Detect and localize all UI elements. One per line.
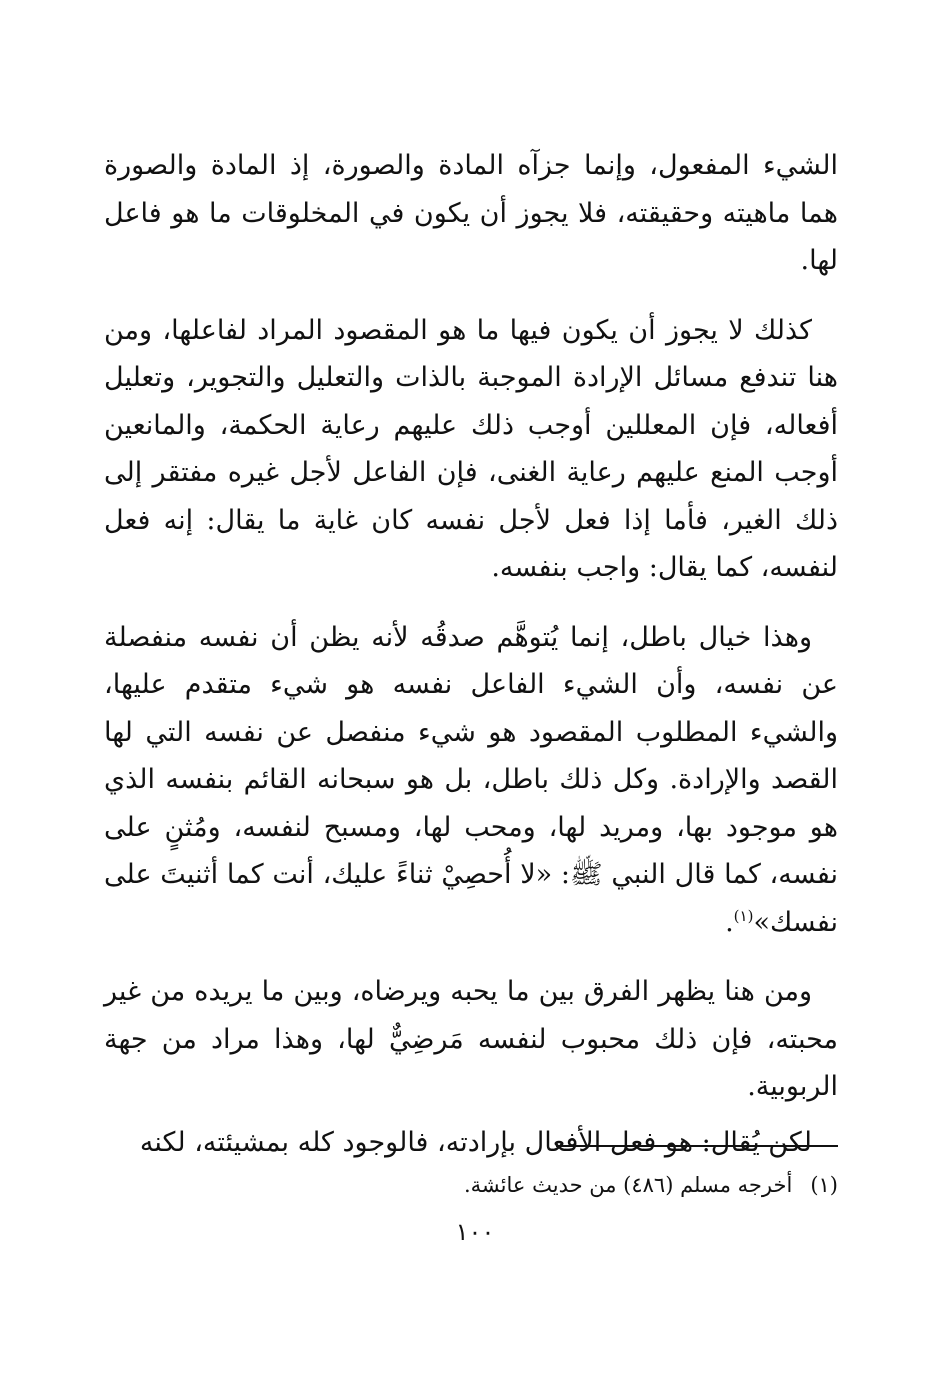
footnote-separator xyxy=(556,1145,838,1147)
paragraph-4: ومن هنا يظهر الفرق بين ما يحبه ويرضاه، وبين ما يريده من غير محبته، فإن ذلك محبوب لنفسه مَرضِيٌّ لها، وهذا مراد من جهة الربوبية. xyxy=(104,976,838,1102)
page-number: ١٠٠ xyxy=(455,1218,495,1246)
paragraph-5: لكن يُقال: هو فعل الأفعال بإرادته، فالوجود كله بمشيئته، لكنه xyxy=(139,1126,812,1158)
footnote-reference[interactable]: (١) xyxy=(733,906,754,925)
paragraph-1: الشيء المفعول، وإنما جزآه المادة والصورة، إذ المادة والصورة هما ماهيته وحقيقته، فلا يجوز أن يكون في المخلوقات ما هو فاعل لها. xyxy=(104,150,838,276)
paragraph-3 xyxy=(104,614,838,947)
paragraph-3-text: وهذا خيال باطل، إنما يُتوهَّم صدقُه لأنه يظن أن نفسه منفصلة عن نفسه، وأن الشيء الفاعل نفسه هو شيء متقدم عليها، والشيء المطلوب المقصود هو شيء منفصل عن نفسه التي لها القصد والإرادة. وكل ذلك باطل، بل هو سبحانه القائم بنفسه الذي هو موجود بها، ومريد لها، ومحب لها، ومسبح لنفسه، ومُثنٍ على نفسه، كما قال النبي ﷺ: «لا أُحصِيْ ثناءً عليك، أنت كما أثنيتَ على نفسك» xyxy=(104,621,838,938)
paragraph-3-tail: . xyxy=(725,906,734,938)
main-text xyxy=(104,142,838,1166)
paragraph-2: كذلك لا يجوز أن يكون فيها ما هو المقصود المراد لفاعلها، ومن هنا تندفع مسائل الإرادة الموجبة بالذات والتعليل والتجوير، وتعليل أفعاله، فإن المعللين أوجب ذلك عليهم رعاية الحكمة، والمانعين أوجب المنع عليهم رعاية الغنى، فإن الفاعل لأجل غيره مفتقر إلى ذلك الغير، فأما إذا فعل لأجل نفسه كان غاية ما يقال: إنه فعل لنفسه، كما يقال: واجب بنفسه. xyxy=(104,314,838,583)
footnote-text: أخرجه مسلم (٤٨٦) من حديث عائشة. xyxy=(463,1173,793,1197)
footnote-number: (١) xyxy=(810,1173,838,1197)
footnote xyxy=(104,1170,838,1200)
